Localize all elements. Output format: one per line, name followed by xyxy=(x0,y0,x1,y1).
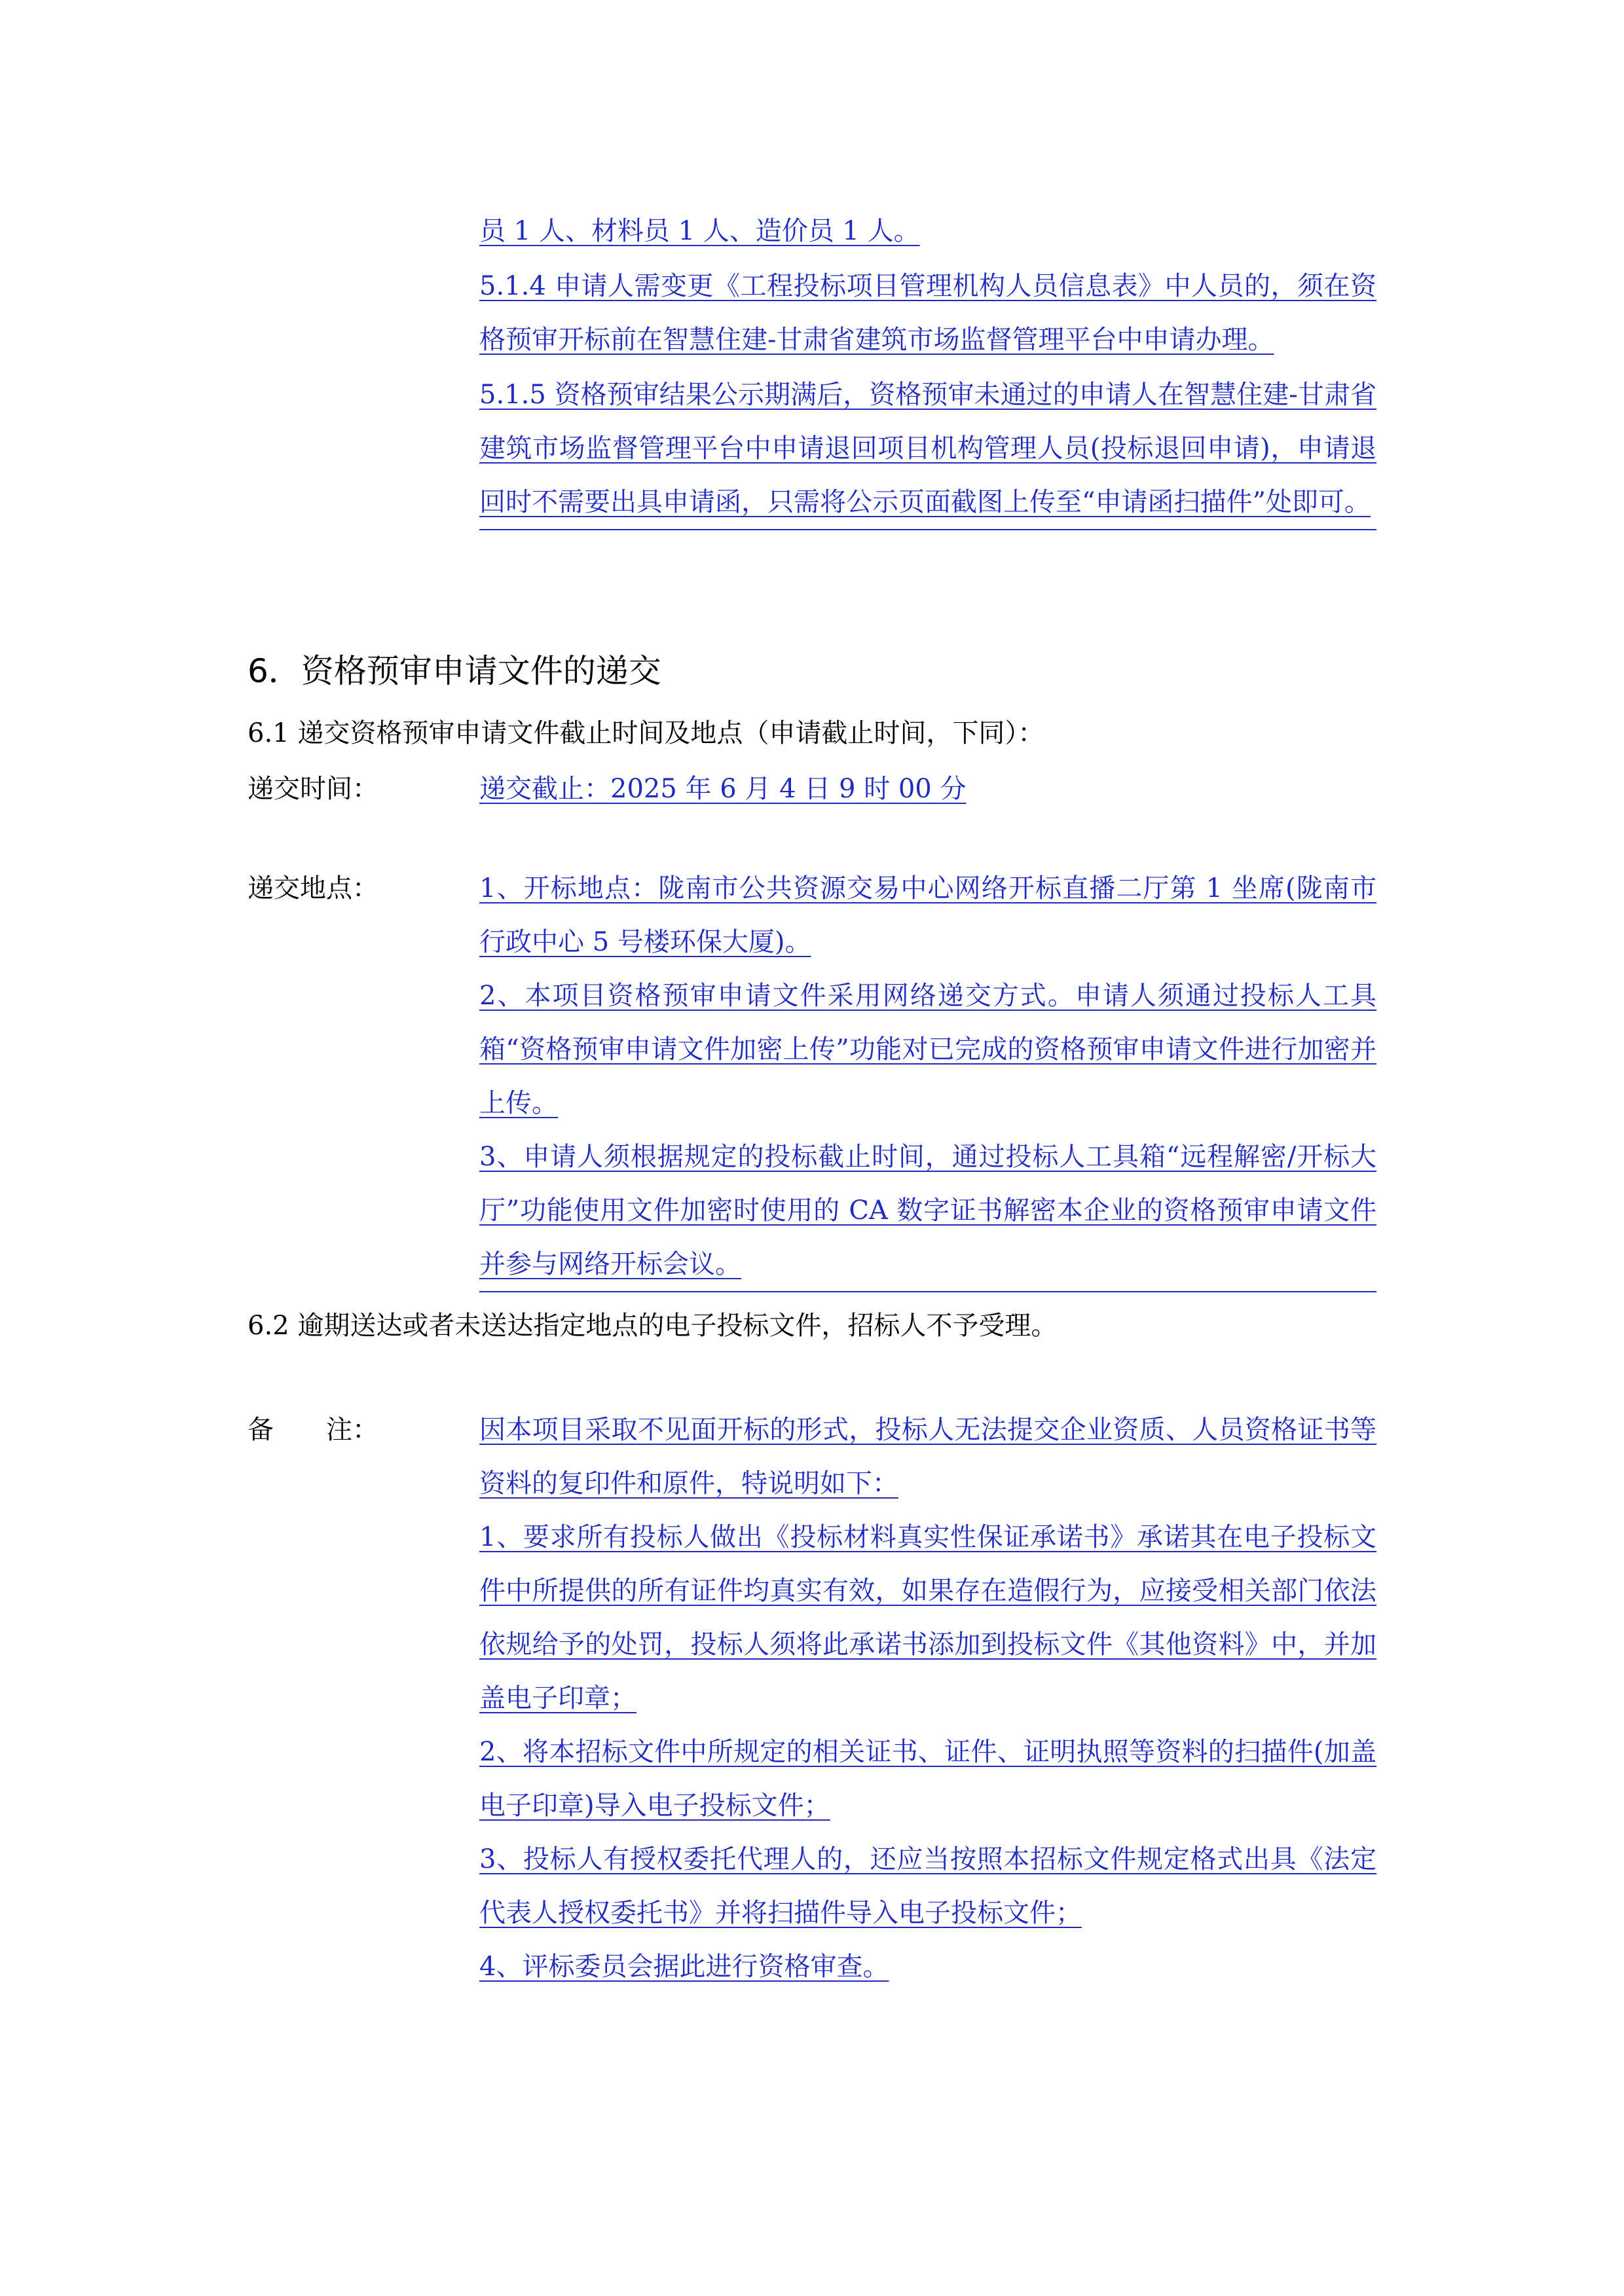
line-6-1: 6.1 递交资格预审申请文件截止时间及地点（申请截止时间，下同）： xyxy=(248,718,1044,748)
line-6-2: 6.2 逾期送达或者未送达指定地点的电子投标文件，招标人不予受理。 xyxy=(248,1311,1058,1341)
paragraph-5-1-5: 5.1.5 资格预审结果公示期满后，资格预审未通过的申请人在智慧住建-甘肃省建筑市场监督管理平台中申请退回项目机构管理人员(投标退回申请)，申请退回时不需要出具申请函，只需将公示页面截图上传至“申请函扫描件”处即可。 xyxy=(479,368,1376,530)
place-item: 2、本项目资格预审申请文件采用网络递交方式。申请人须通过投标人工具箱“资格预审申请文件加密上传”功能对已完成的资格预审申请文件进行加密并上传。 xyxy=(479,981,1376,1118)
remarks-label: 备 注： xyxy=(248,1415,378,1445)
place-item: 3、申请人须根据规定的投标截止时间，通过投标人工具箱“远程解密/开标大厅”功能使用文件加密时使用的 CA 数字证书解密本企业的资格预审申请文件并参与网络开标会议。 xyxy=(479,1142,1376,1279)
paragraph-5-1-4: 5.1.4 申请人需变更《工程投标项目管理机构人员信息表》中人员的，须在资格预审开标前在智慧住建-甘肃省建筑市场监督管理平台中申请办理。 xyxy=(479,271,1376,355)
place-item: 1、开标地点：陇南市公共资源交易中心网络开标直播二厅第 1 坐席(陇南市行政中心 5 号楼环保大厦)。 xyxy=(479,873,1376,957)
remark-item: 4、评标委员会据此进行资格审查。 xyxy=(479,1952,889,1982)
remark-item: 2、将本招标文件中所规定的相关证书、证件、证明执照等资料的扫描件(加盖电子印章)导入电子投标文件； xyxy=(479,1737,1376,1821)
remark-item: 3、投标人有授权委托代理人的，还应当按照本招标文件规定格式出具《法定代表人授权委托书》并将扫描件导入电子投标文件； xyxy=(479,1844,1376,1928)
remark-item: 1、要求所有投标人做出《投标材料真实性保证承诺书》承诺其在电子投标文件中所提供的所有证件均真实有效，如果存在造假行为，应接受相关部门依法依规给予的处罚，投标人须将此承诺书添加到投标文件《其他资料》中，并加盖电子印章； xyxy=(479,1522,1376,1713)
submission-time-label: 递交时间： xyxy=(248,774,378,804)
section-6-heading: 6．资格预审申请文件的递交 xyxy=(248,652,661,690)
submission-place-label: 递交地点： xyxy=(248,873,378,903)
submission-time-value: 递交截止：2025 年 6 月 4 日 9 时 00 分 xyxy=(479,774,967,804)
submission-place-list xyxy=(479,862,1376,1292)
remarks-list xyxy=(479,1403,1376,1994)
remark-item: 因本项目采取不见面开标的形式，投标人无法提交企业资质、人员资格证书等资料的复印件和原件，特说明如下： xyxy=(479,1415,1376,1499)
line-5-1-3-tail: 员 1 人、材料员 1 人、造价员 1 人。 xyxy=(479,216,920,246)
section5-continuation xyxy=(479,204,1376,530)
